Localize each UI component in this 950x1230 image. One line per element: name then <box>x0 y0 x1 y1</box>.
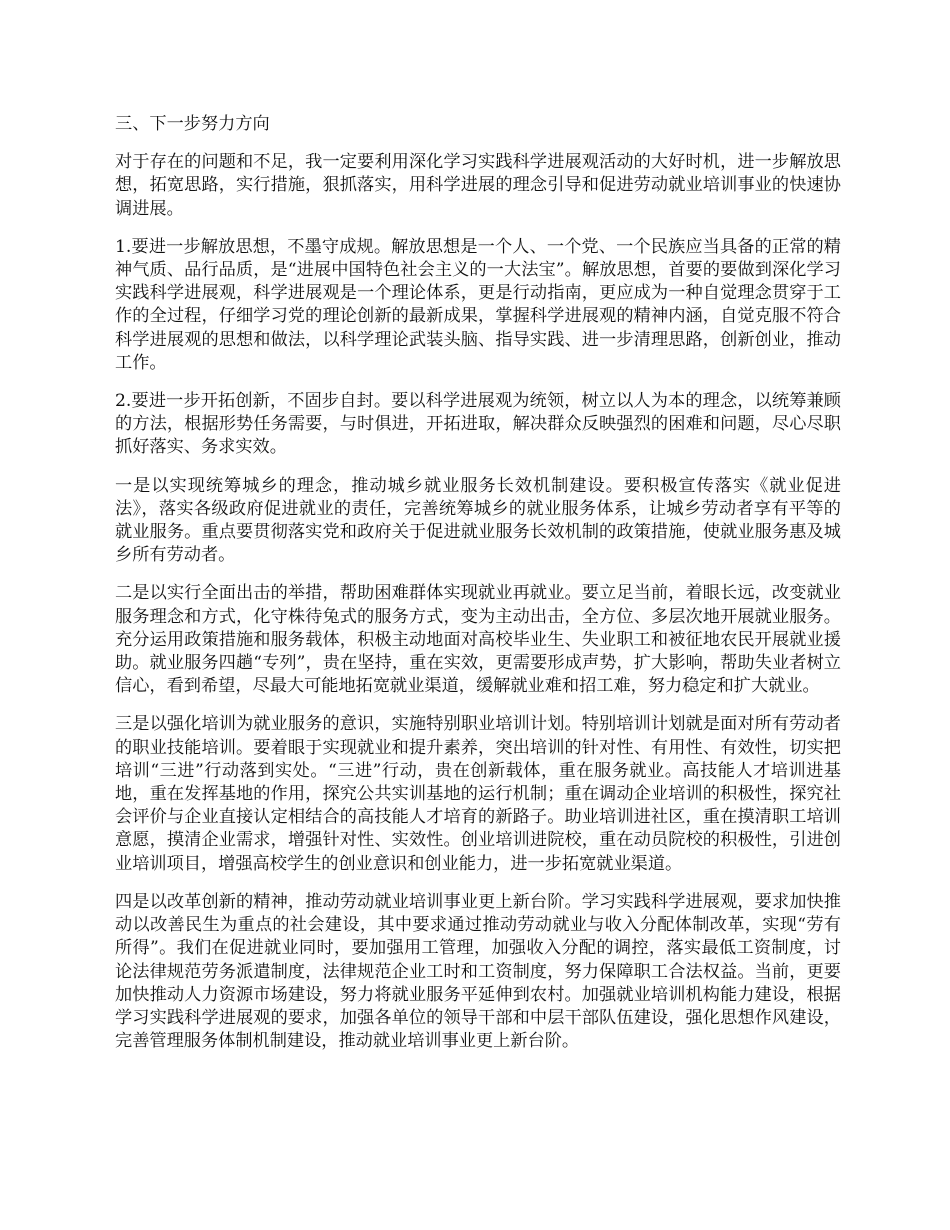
paragraph-item-three: 三是以强化培训为就业服务的意识，实施特别职业培训计划。特别培训计划就是面对所有劳动者的职业技能培训。要着眼于实现就业和提升素养，突出培训的针对性、有用性、有效性，切实把培训“三进”行动落到实处。“三进”行动，贵在创新载体，重在服务就业。高技能人才培训进基地，重在发挥基地的作用，探究公共实训基地的运行机制；重在调动企业培训的积极性，探究社会评价与企业直接认定相结合的高技能人才培育的新路子。助业培训进社区，重在摸清职工培训意愿，摸清企业需求，增强针对性、实效性。创业培训进院校，重在动员院校的积极性，引进创业培训项目，增强高校学生的创业意识和创业能力，进一步拓宽就业渠道。 <box>115 714 841 874</box>
paragraph-item-four: 四是以改革创新的精神，推动劳动就业培训事业更上新台阶。学习实践科学进展观，要求加快推动以改善民生为重点的社会建设，其中要求通过推动劳动就业与收入分配体制改革，实现“劳有所得”。我们在促进就业同时，要加强用工管理，加强收入分配的调控，落实最低工资制度，讨论法律规范劳务派遣制度，法律规范企业工时和工资制度，努力保障职工合法权益。当前，更要加快推动人力资源市场建设，努力将就业服务平延伸到农村。加强就业培训机构能力建设，根据学习实践科学进展观的要求，加强各单位的领导干部和中层干部队伍建设，强化思想作风建设，完善管理服务体制机制建设，推动就业培训事业更上新台阶。 <box>115 891 841 1052</box>
document-body <box>115 113 841 1068</box>
paragraph-point-1: 1.要进一步解放思想，不墨守成规。解放思想是一个人、一个党、一个民族应当具备的正常的精神气质、品行品质，是“进展中国特色社会主义的一大法宝”。解放思想，首要的要做到深化学习实践科学进展观，科学进展观是一个理论体系，更是行动指南，更应成为一种自觉理念贯穿于工作的全过程，仔细学习党的理论创新的最新成果，掌握科学进展观的精神内涵，自觉克服不符合科学进展观的思想和做法，以科学理论武装头脑、指导实践、进一步清理思路，创新创业，推动工作。 <box>115 236 841 373</box>
paragraph-point-2: 2.要进一步开拓创新，不固步自封。要以科学进展观为统领，树立以人为本的理念，以统筹兼顾的方法，根据形势任务需要，与时俱进，开拓进取，解决群众反映强烈的困难和问题，尽心尽职抓好落实、务求实效。 <box>115 391 841 458</box>
paragraph-item-one: 一是以实现统筹城乡的理念，推动城乡就业服务长效机制建设。要积极宣传落实《就业促进法》，落实各级政府促进就业的责任，完善统筹城乡的就业服务体系，让城乡劳动者享有平等的就业服务。重点要贯彻落实党和政府关于促进就业服务长效机制的政策措施，使就业服务惠及城乡所有劳动者。 <box>115 475 841 566</box>
paragraph-intro: 对于存在的问题和不足，我一定要利用深化学习实践科学进展观活动的大好时机，进一步解放思想，拓宽思路，实行措施，狠抓落实，用科学进展的理念引导和促进劳动就业培训事业的快速协调进展。 <box>115 152 841 219</box>
section-heading: 三、下一步努力方向 <box>115 114 270 134</box>
paragraph-item-two: 二是以实行全面出击的举措，帮助困难群体实现就业再就业。要立足当前，着眼长远，改变就业服务理念和方式，化守株待兔式的服务方式，变为主动出击，全方位、多层次地开展就业服务。充分运用政策措施和服务载体，积极主动地面对高校毕业生、失业职工和被征地农民开展就业援助。就业服务四趟“专列”，贵在坚持，重在实效，更需要形成声势，扩大影响，帮助失业者树立信心，看到希望，尽最大可能地拓宽就业渠道，缓解就业难和招工难，努力稳定和扩大就业。 <box>115 583 841 697</box>
